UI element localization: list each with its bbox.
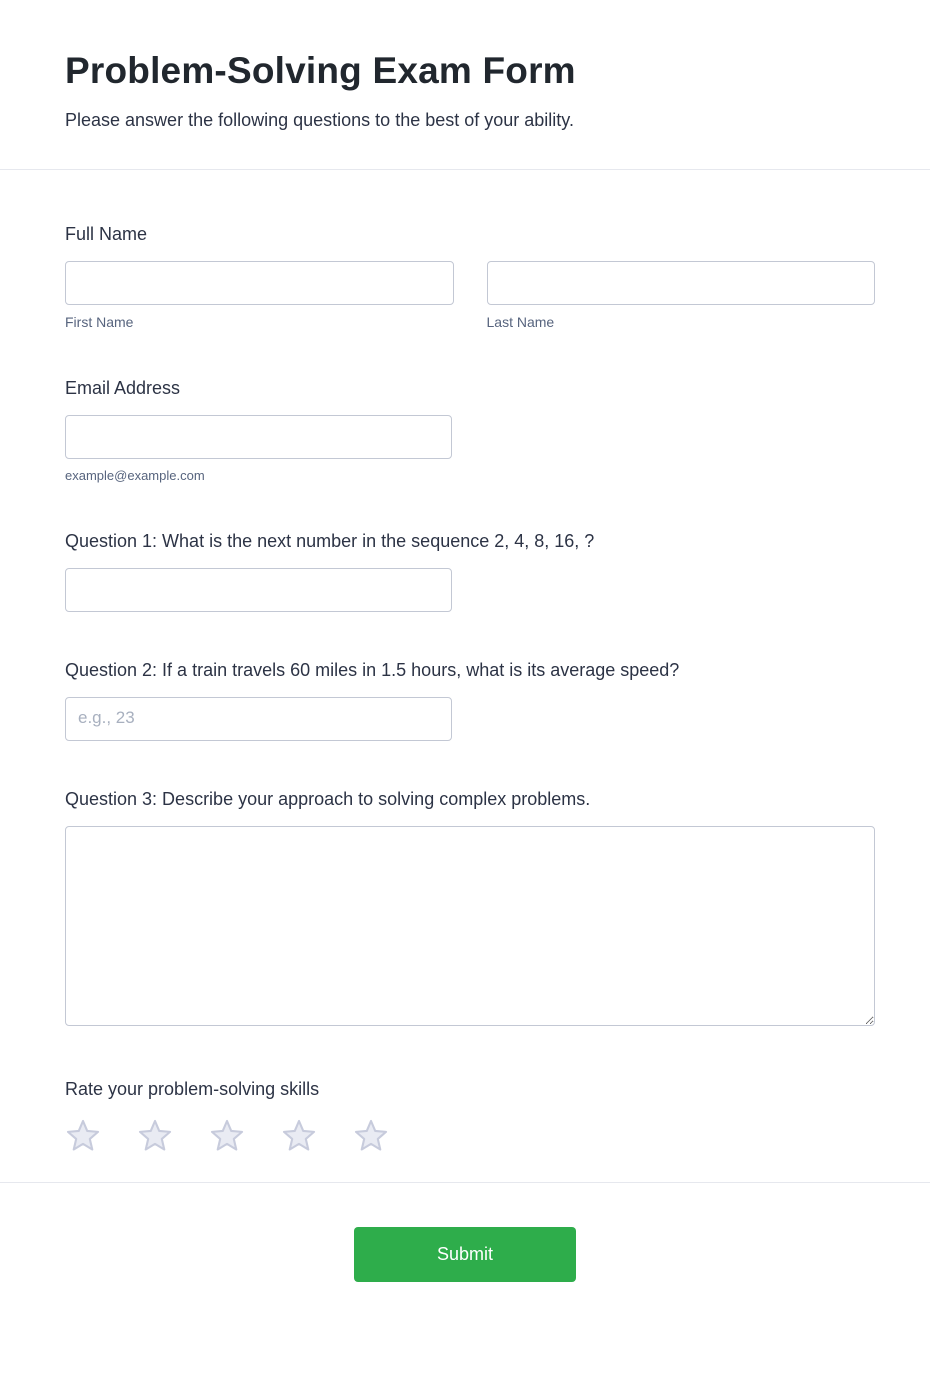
email-sublabel: example@example.com (65, 468, 205, 483)
form-body (0, 170, 930, 1154)
question1-label: Question 1: What is the next number in the sequence 2, 4, 8, 16, ? (65, 531, 595, 551)
email-field-group (65, 378, 875, 483)
first-name-input[interactable] (65, 261, 454, 305)
question3-label: Question 3: Describe your approach to solving complex problems. (65, 789, 591, 809)
form-title: Problem-Solving Exam Form (65, 50, 576, 91)
star-icon[interactable] (209, 1118, 245, 1154)
last-name-input[interactable] (487, 261, 876, 305)
star-icon[interactable] (65, 1118, 101, 1154)
email-input[interactable] (65, 415, 452, 459)
question2-label: Question 2: If a train travels 60 miles in 1.5 hours, what is its average speed? (65, 660, 680, 680)
email-label: Email Address (65, 378, 181, 398)
form-header (0, 0, 930, 169)
form-subtitle: Please answer the following questions to the best of your ability. (65, 110, 574, 130)
star-rating (65, 1118, 875, 1154)
rating-label: Rate your problem-solving skills (65, 1079, 320, 1099)
form-footer (0, 1182, 930, 1334)
submit-button[interactable]: Submit (354, 1227, 576, 1282)
question2-field-group (65, 660, 875, 741)
question3-field-group (65, 789, 875, 1031)
first-name-sublabel: First Name (65, 314, 134, 330)
star-icon[interactable] (281, 1118, 317, 1154)
last-name-sublabel: Last Name (486, 314, 555, 330)
star-icon[interactable] (353, 1118, 389, 1154)
question2-input[interactable] (65, 697, 452, 741)
question1-input[interactable] (65, 568, 452, 612)
question1-field-group (65, 531, 875, 612)
full-name-field-group (65, 224, 875, 330)
question3-textarea[interactable] (65, 826, 875, 1026)
rating-field-group (65, 1079, 875, 1154)
full-name-label: Full Name (65, 224, 148, 244)
star-icon[interactable] (137, 1118, 173, 1154)
